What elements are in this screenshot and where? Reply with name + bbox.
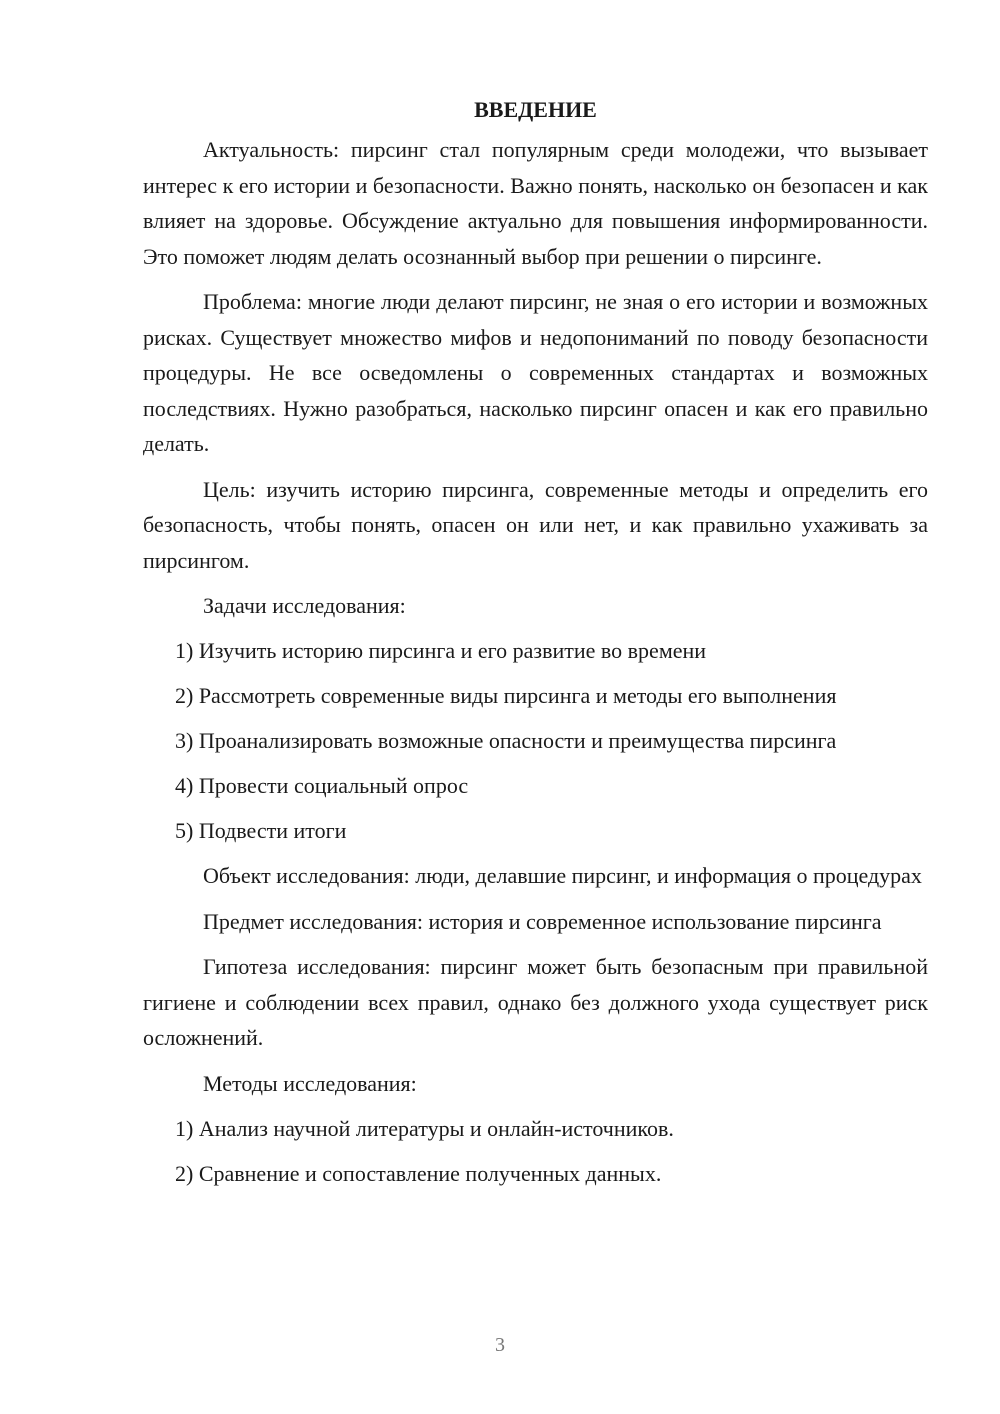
page-number: 3 bbox=[495, 1334, 505, 1356]
section-heading: ВВЕДЕНИЕ bbox=[474, 97, 597, 122]
tasks-label: Задачи исследования: bbox=[203, 593, 406, 618]
task-item: 5) Подвести итоги bbox=[175, 818, 347, 843]
task-item: 2) Рассмотреть современные виды пирсинга и методы его выполнения bbox=[175, 683, 837, 708]
task-item: 3) Проанализировать возможные опасности и преимущества пирсинга bbox=[175, 728, 837, 753]
problem-paragraph: Проблема: многие люди делают пирсинг, не зная о его истории и возможных рисках. Существует множество мифов и недопониманий по поводу безопасности процедуры. Не все осведомлены о современных стандартах и возможных последствиях. Нужно разобраться, насколько пирсинг опасен и как его правильно делать. bbox=[143, 289, 928, 456]
document-page bbox=[143, 92, 928, 1201]
relevance-paragraph: Актуальность: пирсинг стал популярным среди молодежи, что вызывает интерес к его истории и безопасности. Важно понять, насколько он безопасен и как влияет на здоровье. Обсуждение актуально для повышения информированности. Это поможет людям делать осознанный выбор при решении о пирсинге. bbox=[143, 137, 928, 269]
hypothesis-paragraph: Гипотеза исследования: пирсинг может быть безопасным при правильной гигиене и соблюдении всех правил, однако без должного ухода существует риск осложнений. bbox=[143, 954, 928, 1050]
method-item: 2) Сравнение и сопоставление полученных данных. bbox=[175, 1160, 662, 1186]
task-item: 1) Изучить историю пирсинга и его развитие во времени bbox=[175, 638, 707, 663]
subject-paragraph: Предмет исследования: история и современное использование пирсинга bbox=[203, 908, 882, 934]
methods-label: Методы исследования: bbox=[203, 1070, 417, 1096]
goal-paragraph: Цель: изучить историю пирсинга, современные методы и определить его безопасность, чтобы понять, опасен он или нет, и как правильно ухаживать за пирсингом. bbox=[143, 476, 928, 573]
task-item: 4) Провести социальный опрос bbox=[175, 773, 469, 798]
object-paragraph: Объект исследования: люди, делавшие пирсинг, и информация о процедурах bbox=[203, 863, 922, 888]
method-item: 1) Анализ научной литературы и онлайн-источников. bbox=[175, 1115, 674, 1141]
